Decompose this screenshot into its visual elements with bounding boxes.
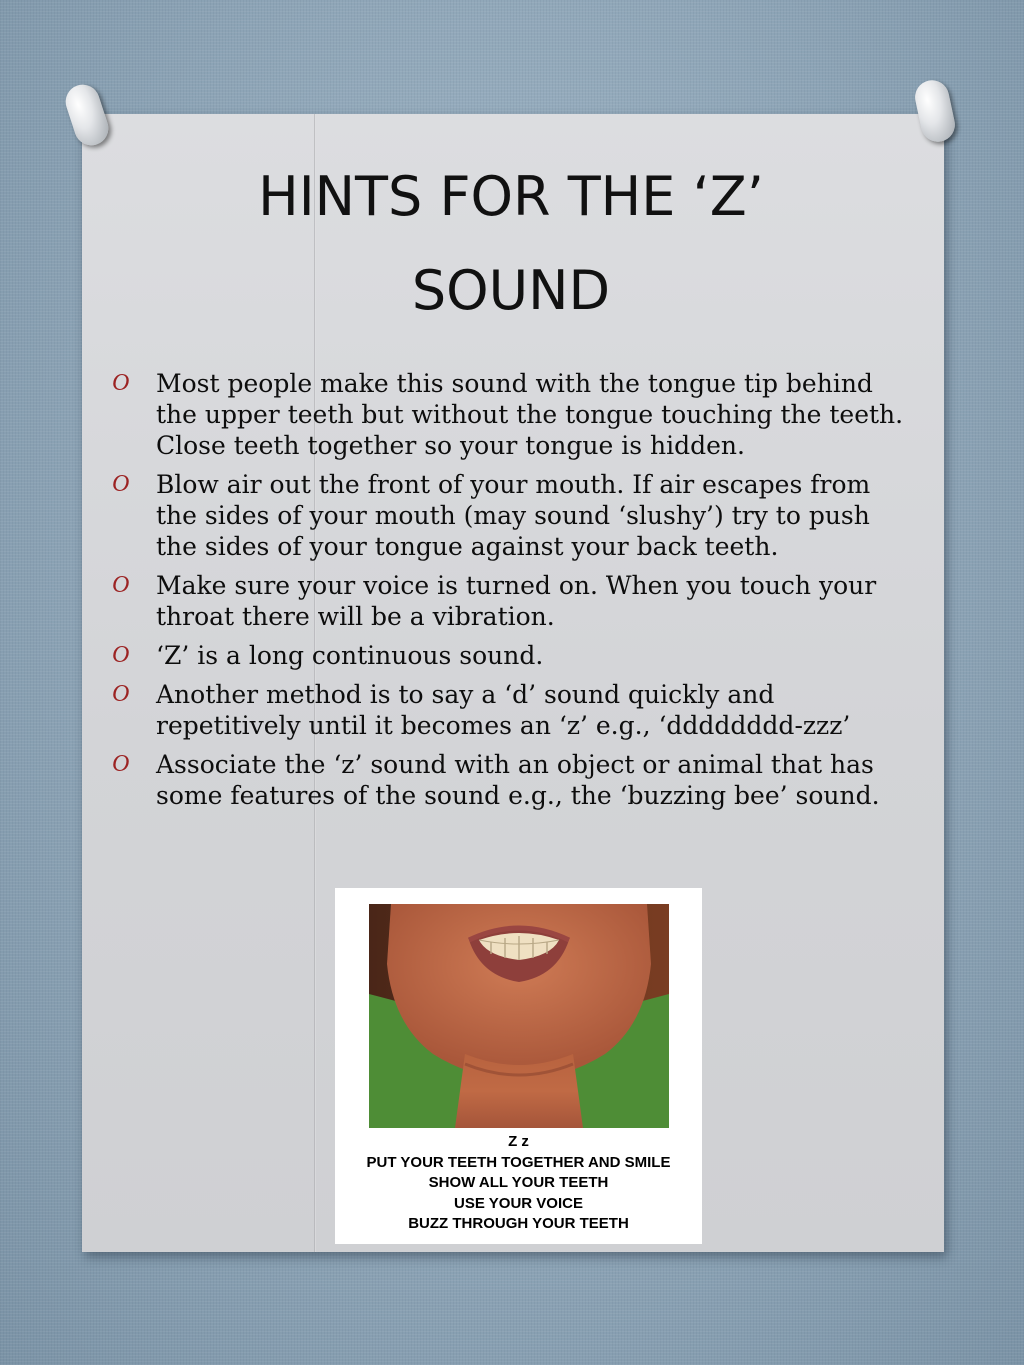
list-item-text: ‘Z’ is a long continuous sound. (156, 641, 544, 670)
slide-title (100, 150, 922, 338)
caption-line: USE YOUR VOICE (454, 1194, 583, 1212)
list-item (110, 640, 910, 671)
smiling-mouth-photo (369, 904, 669, 1128)
caption-line: PUT YOUR TEETH TOGETHER AND SMILE (366, 1153, 671, 1171)
bullet-marker-icon: O (112, 751, 130, 777)
list-item (110, 368, 910, 461)
bullet-marker-icon: O (112, 642, 130, 668)
bullet-marker-icon: O (112, 471, 130, 497)
bullet-marker-icon: O (112, 370, 130, 396)
list-item (110, 679, 910, 741)
caption-line: BUZZ THROUGH YOUR TEETH (408, 1215, 629, 1232)
bullet-marker-icon: O (112, 572, 130, 598)
bullet-marker-icon: O (112, 681, 130, 707)
z-sound-figure (335, 888, 702, 1244)
list-item (110, 469, 910, 562)
list-item-text: Most people make this sound with the tongue tip behind the upper teeth but without the tongue touching the teeth. Close teeth together so your tongue is hidden. (156, 369, 904, 460)
caption-line: Z z (508, 1133, 529, 1150)
title-line-2: SOUND (411, 259, 611, 322)
hint-list (110, 368, 910, 819)
figure-caption (335, 1132, 702, 1235)
pushpin-icon (61, 80, 112, 149)
list-item (110, 749, 910, 811)
list-item (110, 570, 910, 632)
title-line-1: HINTS FOR THE ‘Z’ (258, 165, 764, 228)
list-item-text: Associate the ‘z’ sound with an object or animal that has some features of the sound e.g., the ‘buzzing bee’ sound. (156, 750, 880, 810)
list-item-text: Another method is to say a ‘d’ sound quickly and repetitively until it becomes an ‘z’ e.g., ‘dddddddd-zzz’ (156, 680, 851, 740)
list-item-text: Make sure your voice is turned on. When you touch your throat there will be a vibration. (156, 571, 877, 631)
caption-line: SHOW ALL YOUR TEETH (428, 1174, 609, 1191)
list-item-text: Blow air out the front of your mouth. If air escapes from the sides of your mouth (may sound ‘slushy’) try to push the sides of your tongue against your back teeth. (156, 470, 871, 561)
